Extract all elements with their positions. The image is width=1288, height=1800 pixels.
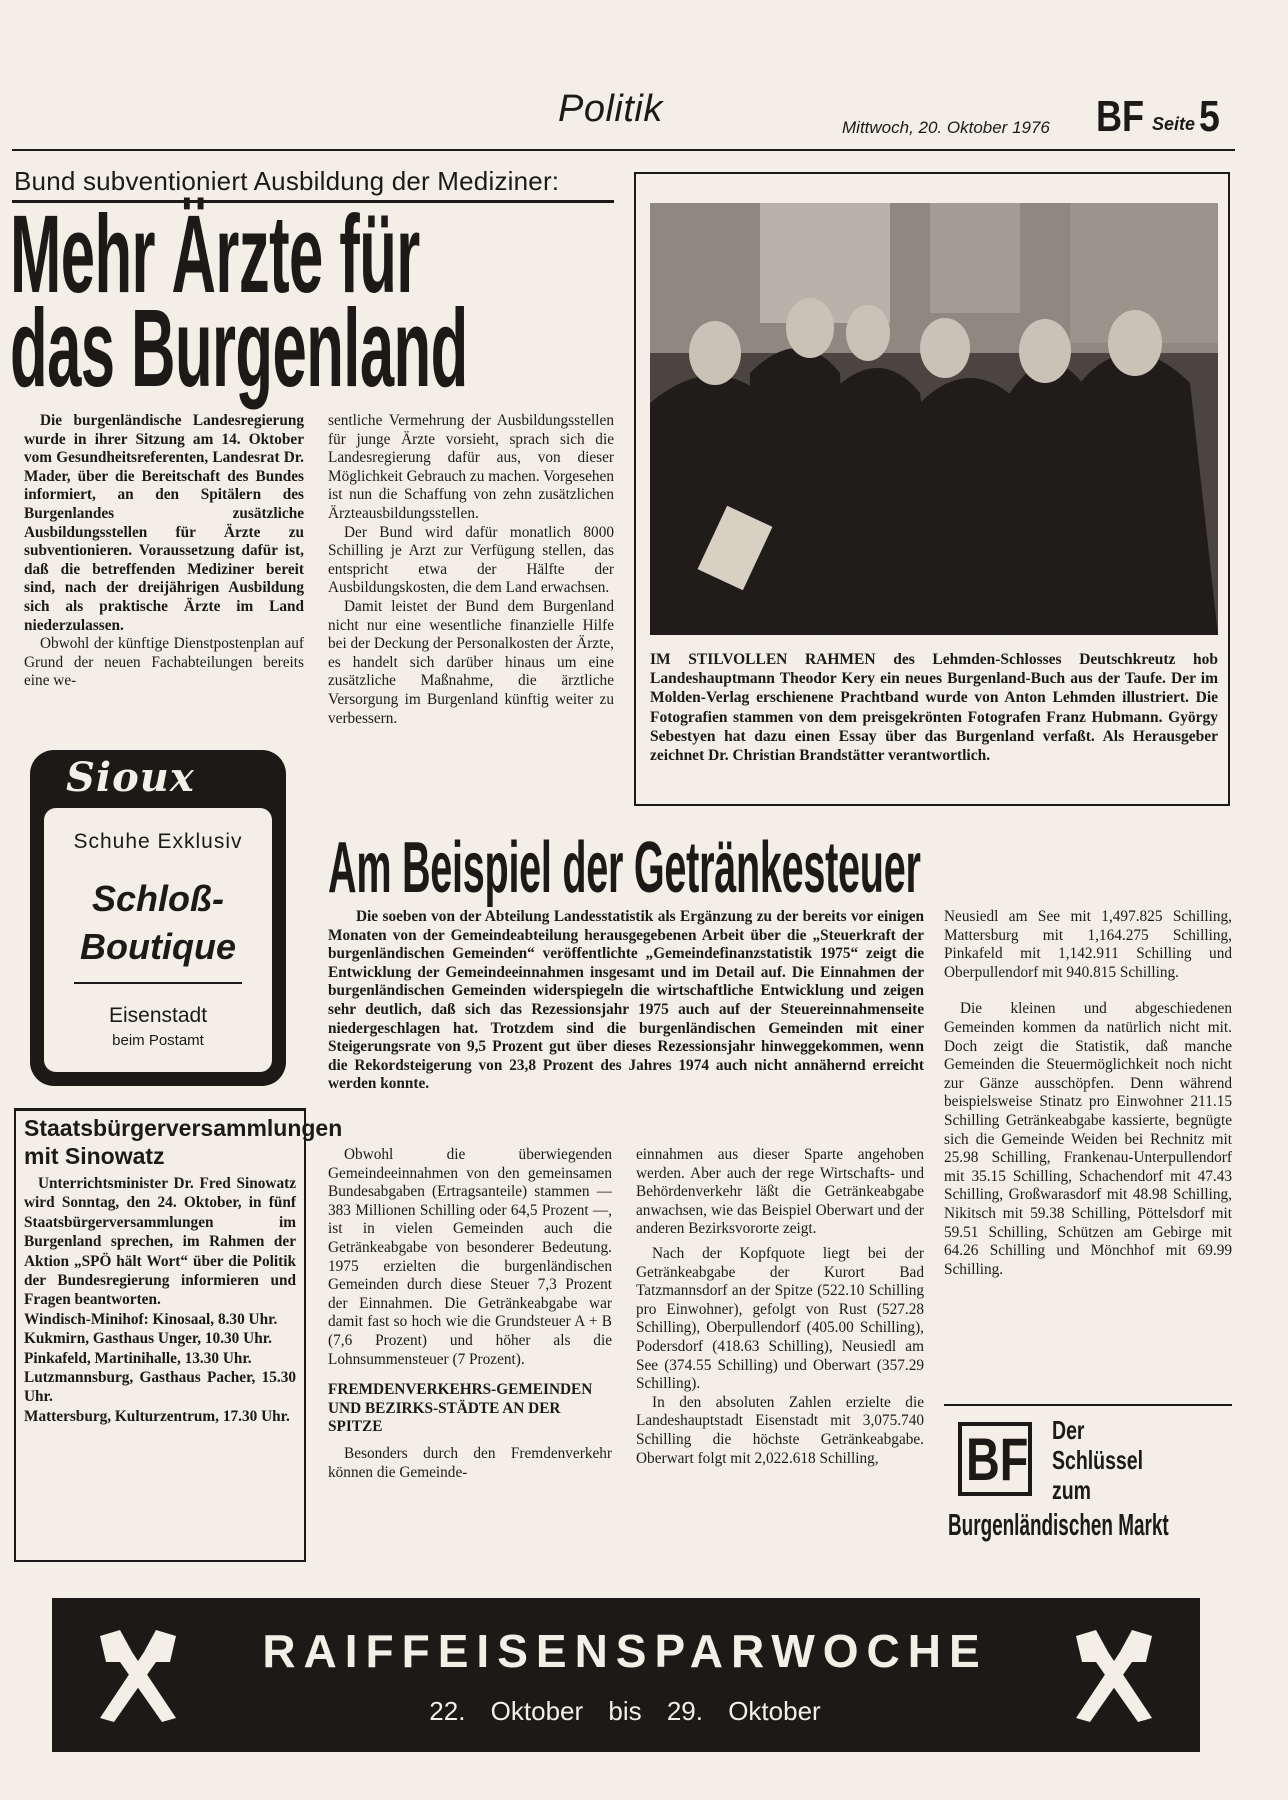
sioux-ad: [30, 750, 286, 1086]
sidebar-event-2: Kukmirn, Gasthaus Unger, 10.30 Uhr.: [24, 1330, 272, 1348]
sioux-location: beim Postamt: [112, 1032, 204, 1049]
header-rule: [12, 149, 1235, 151]
article2-column-3: [944, 908, 1232, 1279]
article1-headline-line2: das Burgenland: [10, 287, 468, 410]
bf-ad-line4: Burgenländischen Markt: [948, 1507, 1169, 1542]
bf-ad-line3: zum: [1052, 1475, 1091, 1505]
photo-illustration: [650, 203, 1218, 635]
photo-caption-lead: IM STILVOLLEN RAHMEN: [650, 651, 876, 668]
article2-col3-p2: Die kleinen und abgeschiedenen Gemeinden kommen da natürlich nicht mit. Doch zeigt die Statistik, daß manche Gemeinden die Steuermöglichkeit noch nicht zur Gänze ausschöpfen. Denn während beispielsweise Stinatz pro Einwohner 211.15 Schilling Getränkeabgabe kassierte, begnügte sich die Gemeinde Weiden bei Rechnitz mit 25.98 Schilling, Frankenau-Unterpullendorf mit 35.15 Schilling, Schachendorf mit 47.43 Schilling, Großwarasdorf mit 48.98 Schilling, Nikitsch mit 59.38 Schilling, Pöttelsdorf mit 59.51 Schilling, Schützen am Gebirge mit 64.26 Schilling und Mönchhof mit 69.99 Schilling.: [944, 1000, 1232, 1278]
article2-headline: Am Beispiel der Getränkesteuer: [328, 828, 921, 908]
press-photo: [650, 203, 1218, 635]
sidebar-title: Staatsbürgerversammlungen mit Sinowatz: [24, 1115, 343, 1169]
sidebar-event-4: Lutzmannsburg, Gasthaus Pacher, 15.30 Uhr.: [24, 1369, 296, 1406]
bf-ad-top-rule: [944, 1404, 1232, 1406]
article1-col1-text: Obwohl der künftige Dienstpostenplan auf Grund der neuen Fachabteilungen bereits eine we-: [24, 635, 304, 690]
article1-col2-p2: Der Bund wird dafür monatlich 8000 Schilling je Arzt zur Verfügung stellen, das entspricht etwa der Hälfte der Ausbildungskosten, die dem Land erwachsen.: [328, 523, 614, 597]
bf-ad: [944, 1404, 1232, 1548]
article1-lead: Die burgenländische Landesregierung wurde in ihrer Sitzung am 14. Oktober vom Gesundheitsreferenten, Landesrat Dr. Mader, über die Bereitschaft des Bundes informiert, an den Spitälern des Burgenlandes zusätzliche Ausbildungsstellen für Ärzte zu subventionieren. Voraussetzung dafür ist, daß die betreffenden Mediziner bereit sind, nach der dreijährigen Ausbildung sich als praktische Ärzte im Land niederzulassen.: [24, 412, 304, 634]
photo-caption: [650, 650, 1218, 765]
article2-subhead: FREMDENVERKEHRS-GEMEINDEN UND BEZIRKS-STÄDTE AN DER SPITZE: [328, 1381, 593, 1436]
article2-col3-p1: Neusiedl am See mit 1,497.825 Schilling, Mattersburg mit 1,164.275 Schilling, Pinkafeld mit 1,142.911 Schilling und Oberpullendorf mit 940.815 Schilling.: [944, 908, 1232, 981]
sioux-city: Eisenstadt: [108, 1004, 208, 1027]
article1-col2-p1: sentliche Vermehrung der Ausbildungsstellen für junge Ärzte vorsieht, sprach sich die Landesregierung dafür aus, von dieser Möglichkeit Gebrauch zu machen. Vorgesehen ist nun die Schaffung von zehn zusätzlichen Ärzteausbildungsstellen.: [328, 412, 614, 522]
sioux-line1: Schuhe Exklusiv: [73, 830, 243, 853]
sidebar-event-1: Windisch-Minihof: Kinosaal, 8.30 Uhr.: [24, 1310, 278, 1328]
article2-col2-p3: In den absoluten Zahlen erzielte die Landeshauptstadt Eisenstadt mit 3,075.740 Schilling die höchste Getränkeabgabe. Oberwart folgt mit 2,022.618 Schilling,: [636, 1393, 924, 1467]
photo-caption-text: des Lehmden-Schlosses Deutschkreutz hob Landeshauptmann Theodor Kery ein neues Burgenland-Buch aus der Taufe. Der im Molden-Verlag erschienene Prachtband wurde von Anton Lehmden illustriert. Die Fotografien stammen von dem preisgekrönten Fotografen Franz Hubmann. György Sebestyen hat dazu einen Essay über das Burgenland verfaßt. Als Herausgeber zeichnet Dr. Christian Brandstätter verantwortlich.: [650, 651, 1218, 765]
sioux-brand: Sioux: [66, 754, 195, 801]
bf-ad-line2: Schlüssel: [1052, 1445, 1144, 1475]
bf-ad-logo-box: [958, 1422, 1032, 1496]
sidebar-event-3: Pinkafeld, Martinihalle, 13.30 Uhr.: [24, 1349, 252, 1367]
sioux-divider: [74, 982, 242, 984]
article2-column-1: [328, 1146, 612, 1482]
sioux-ad-panel: [44, 808, 272, 1072]
section-title: Politik: [558, 88, 663, 130]
seite-label: Seite: [1152, 114, 1196, 134]
article2-col2-p1: einnahmen aus dieser Sparte angehoben werden. Aber auch der rege Wirtschafts- und Behördenverkehr läßt die Getränkeabgabe anwachsen, wie das Beispiel Oberwart und der anderen Bezirksvororte zeigt.: [636, 1146, 924, 1238]
raiffeisen-logo-right: [1062, 1622, 1166, 1728]
sidebar-body: [24, 1174, 296, 1426]
masthead-logo: BF: [1096, 92, 1145, 141]
article1-headline-line1: Mehr Ärzte für: [10, 193, 420, 316]
article1-column-2: [328, 412, 614, 728]
sidebar-intro: Unterrichtsminister Dr. Fred Sinowatz wird Sonntag, den 24. Oktober, in fünf Staatsbürgerversammlungen im Burgenland sprechen, im Rahmen der Aktion „SPÖ hält Wort“ über die Politik der Bundesregierung informieren und Fragen beantworten.: [24, 1175, 296, 1309]
article2-column-2: [636, 1146, 924, 1468]
sioux-line2: Schloß-: [92, 878, 224, 919]
article2-col2-p2: Nach der Kopfquote liegt bei der Getränkeabgabe der Kurort Bad Tatzmannsdorf an der Spitze (522.10 Schilling pro Einwohner), gefolgt von Rust (527.28 Schilling), Oberpullendorf (405.00 Schilling), Podersdorf (418.63 Schilling), Neusiedl am See (374.55 Schilling) und Oberwart (357.29 Schilling).: [636, 1244, 924, 1393]
page-number: 5: [1199, 92, 1220, 141]
raiffeisen-banner: [52, 1598, 1200, 1752]
raiffeisen-logo-left: [86, 1622, 190, 1728]
sioux-line3: Boutique: [80, 926, 236, 967]
issue-date: Mittwoch, 20. Oktober 1976: [842, 118, 1050, 137]
article1-col2-p3: Damit leistet der Bund dem Burgenland nicht nur eine wesentliche finanzielle Hilfe bei der Deckung der Personalkosten der Ärzte, es handelt sich darüber hinaus um eine zusätzliche Maßnahme, die ärztliche Versorgung im Burgenland künftig weiter zu verbessern.: [328, 597, 614, 727]
raiffeisen-dates: 22. Oktober bis 29. Oktober: [429, 1696, 821, 1726]
bf-ad-logo: BF: [966, 1426, 1029, 1493]
article2-col1-p1: Obwohl die überwiegenden Gemeindeeinnahmen von den gemeinsamen Bundesabgaben (Ertragsanteile) stammen — 383 Millionen Schilling oder 64,5 Prozent —, ist in vielen Gemeinden auch die Getränkeabgabe von besonderer Bedeutung. 1975 erzielten die burgenländischen Gemeinden durch diese Steuer 7,3 Prozent der Einnahmen. Die Getränkeabgabe war damit fast so hoch wie die Grundsteuer A + B (7,6 Prozent) und höher als die Lohnsummensteuer (7 Prozent).: [328, 1146, 612, 1368]
article1-kicker: Bund subventioniert Ausbildung der Mediziner:: [14, 166, 560, 196]
raiffeisen-title: RAIFFEISENSPARWOCHE: [262, 1625, 988, 1677]
article1-column-1: [24, 412, 304, 691]
bf-ad-line1: Der: [1052, 1415, 1085, 1445]
article2-col1-p2: Besonders durch den Fremdenverkehr können die Gemeinde-: [328, 1444, 612, 1481]
sidebar-event-5: Mattersburg, Kulturzentrum, 17.30 Uhr.: [24, 1407, 290, 1425]
crossed-horses-icon: [1062, 1622, 1166, 1728]
article2-lead: Die soeben von der Abteilung Landesstatistik als Ergänzung zu der bereits vor einigen Monaten von der Gemeindeabteilung herausgegebenen Arbeit über die „Steuerkraft der burgenländischen Gemeinden“ veröffentlichte „Gemeindefinanzstatistik 1975“ zeigt die Entwicklung der Gemeindeeinnahmen insgesamt und im Detail auf. Die Einnahmen der burgenländischen Gemeinden widerspiegeln die wirtschaftliche Entwicklung und zeigen sehr deutlich, daß sich das Rezessionsjahr 1975 auch auf der Steuereinnahmenseite niedergeschlagen hat. Trotzdem sind die burgenländischen Gemeinden mit einer Steigerungsrate von 9,5 Prozent gut über dieses Rezessionsjahr hinweggekommen, wenn die Rekordsteigerung von 23,8 Prozent des Jahres 1974 auch nicht annähernd erreicht werden konnte.: [328, 908, 924, 1093]
crossed-horses-icon: [86, 1622, 190, 1728]
